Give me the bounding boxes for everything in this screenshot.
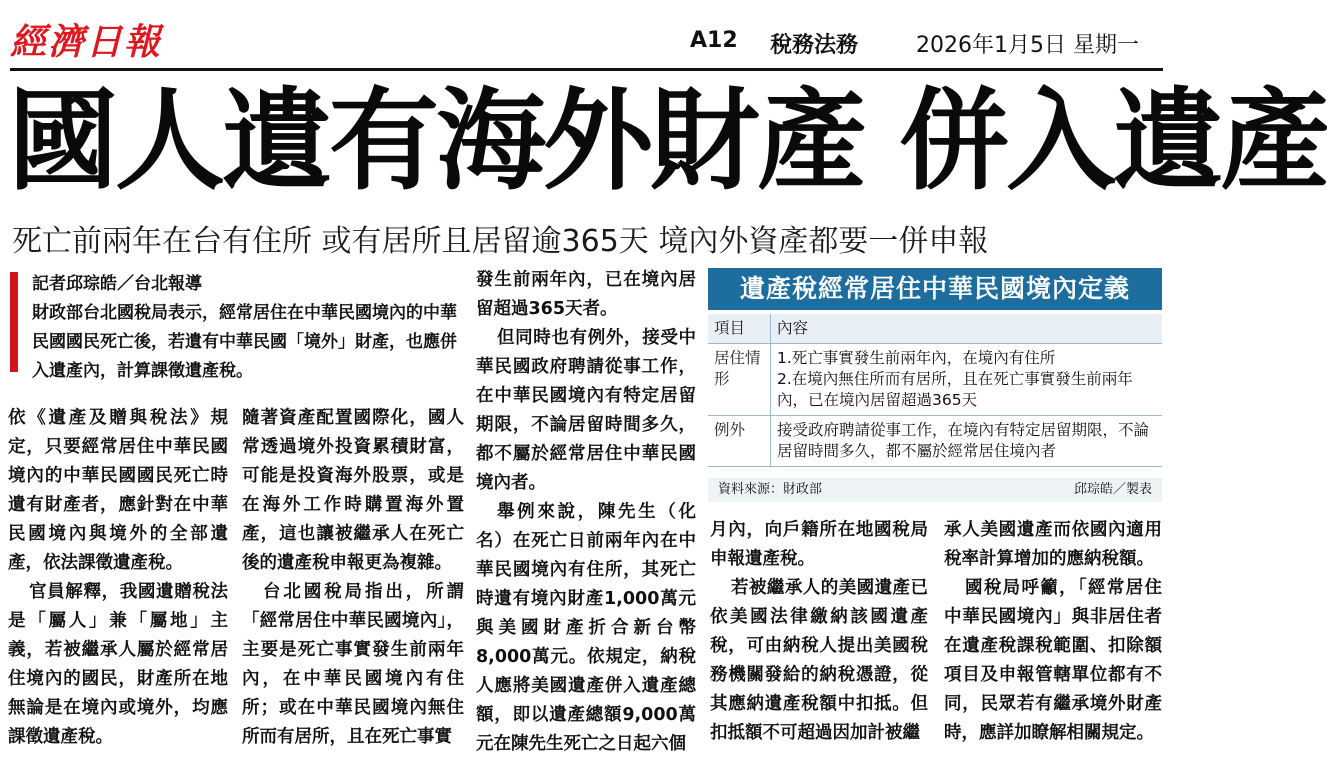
header-value: 內容: [771, 314, 1163, 344]
section-name: 稅務法務: [770, 33, 859, 58]
row-value: [771, 416, 1163, 467]
paragraph: 月內，向戶籍所在地國稅局申報遺產稅。: [710, 520, 928, 569]
top-rule: [10, 68, 1163, 71]
table-row: [708, 344, 1162, 416]
page-number: A12: [690, 28, 738, 53]
paragraph: 國稅局呼籲，「經常居住中華民國境內」與非居住者在遺產稅課稅範圍、扣除額項目及申報管轄單位都有不同，民眾若有繼承境外財產時，應詳加瞭解相關規定。: [944, 578, 1162, 743]
paragraph: 發生前兩年內，已在境內居留超過365天者。: [476, 270, 696, 319]
paragraph: 台北國稅局指出，所謂「經常居住中華民國境內」，主要是死亡事實發生前兩年內，在中華民國境內有住所；或在中華民國境內無住所而有居所，且在死亡事實: [242, 582, 464, 747]
paragraph: 依《遺產及贈與稅法》規定，只要經常居住中華民國境內的中華民國國民死亡時遺有財產者，應針對在中華民國境內與境外的全部遺產，依法課徵遺產稅。: [8, 408, 228, 573]
definition-table: [708, 314, 1162, 467]
row-value: [771, 344, 1163, 416]
row-line: 2.在境內無住所而有居所，且在死亡事實發生前兩年內，已在境內居留超過365天: [777, 370, 1133, 409]
lead-paragraph: [32, 270, 462, 386]
table-row: [708, 416, 1162, 467]
subheadline: 死亡前兩年在台有住所 或有居所且居留逾365天 境內外資產都要一併申報: [12, 224, 989, 259]
source-note: 資料來源：財政部: [718, 482, 823, 497]
paragraph: 舉例來說，陳先生（化名）在死亡日前兩年內在中華民國境內有住所，其死亡時遺有境內財產1,000萬元與美國財產折合新台幣8,000萬元。依規定，納稅人應將美國遺產併入遺產總額，即以遺產總額9,000萬元在陳先生死亡之日起六個: [476, 502, 696, 754]
table-header-row: [708, 314, 1162, 344]
infobox-footer: [708, 478, 1162, 502]
byline: 記者邱琮皓／台北報導: [32, 274, 202, 294]
issue-date: 2026年1月5日 星期一: [916, 33, 1139, 58]
row-key: 例外: [708, 416, 771, 467]
lead-accent-bar: [10, 272, 18, 372]
masthead-logo: 經濟日報: [10, 21, 163, 63]
paragraph: 承人美國遺產而依國內適用稅率計算增加的應納稅額。: [944, 520, 1162, 569]
paragraph: 若被繼承人的美國遺產已依美國法律繳納該國遺產稅，可由納稅人提出美國稅務機關發給的納稅憑證，從其應納遺產稅額中扣抵。但扣抵額不可超過因加計被繼: [710, 578, 928, 743]
paragraph: 官員解釋，我國遺贈稅法是「屬人」兼「屬地」主義，若被繼承人屬於經常居住境內的國民，財產所在地無論是在境內或境外，均應課徵遺產稅。: [8, 582, 228, 747]
article-column-1: [8, 404, 228, 752]
article-column-5: [944, 516, 1162, 748]
infobox-title: 遺產稅經常居住中華民國境內定義: [708, 268, 1162, 310]
paragraph: 隨著資產配置國際化，國人常透過境外投資累積財富，可能是投資海外股票，或是在海外工作時購置海外置產，這也讓被繼承人在死亡後的遺產稅申報更為複雜。: [242, 408, 464, 573]
row-line: 接受政府聘請從事工作，在境內有特定居留期限，不論居留時間多久，都不屬於經常居住境內者: [777, 421, 1150, 460]
paragraph: 但同時也有例外，接受中華民國政府聘請從事工作，在中華民國境內有特定居留期限，不論居留時間多久，都不屬於經常居住中華民國境內者。: [476, 328, 696, 493]
article-column-3: [476, 266, 696, 759]
article-column-2: [242, 404, 464, 752]
article-column-4: [710, 516, 928, 748]
headline: 國人遺有海外財產 併入遺產: [8, 77, 1327, 205]
lead-text: 財政部台北國稅局表示，經常居住在中華民國境內的中華民國國民死亡後，若遺有中華民國「境外」財產，也應併入遺產內，計算課徵遺產稅。: [32, 303, 457, 381]
definition-infobox: [708, 268, 1162, 502]
header-key: 項目: [708, 314, 771, 344]
row-line: 1.死亡事實發生前兩年內，在境內有住所: [777, 349, 1056, 367]
credit-note: 邱琮皓／製表: [1073, 482, 1152, 497]
row-key: 居住情形: [708, 344, 771, 416]
